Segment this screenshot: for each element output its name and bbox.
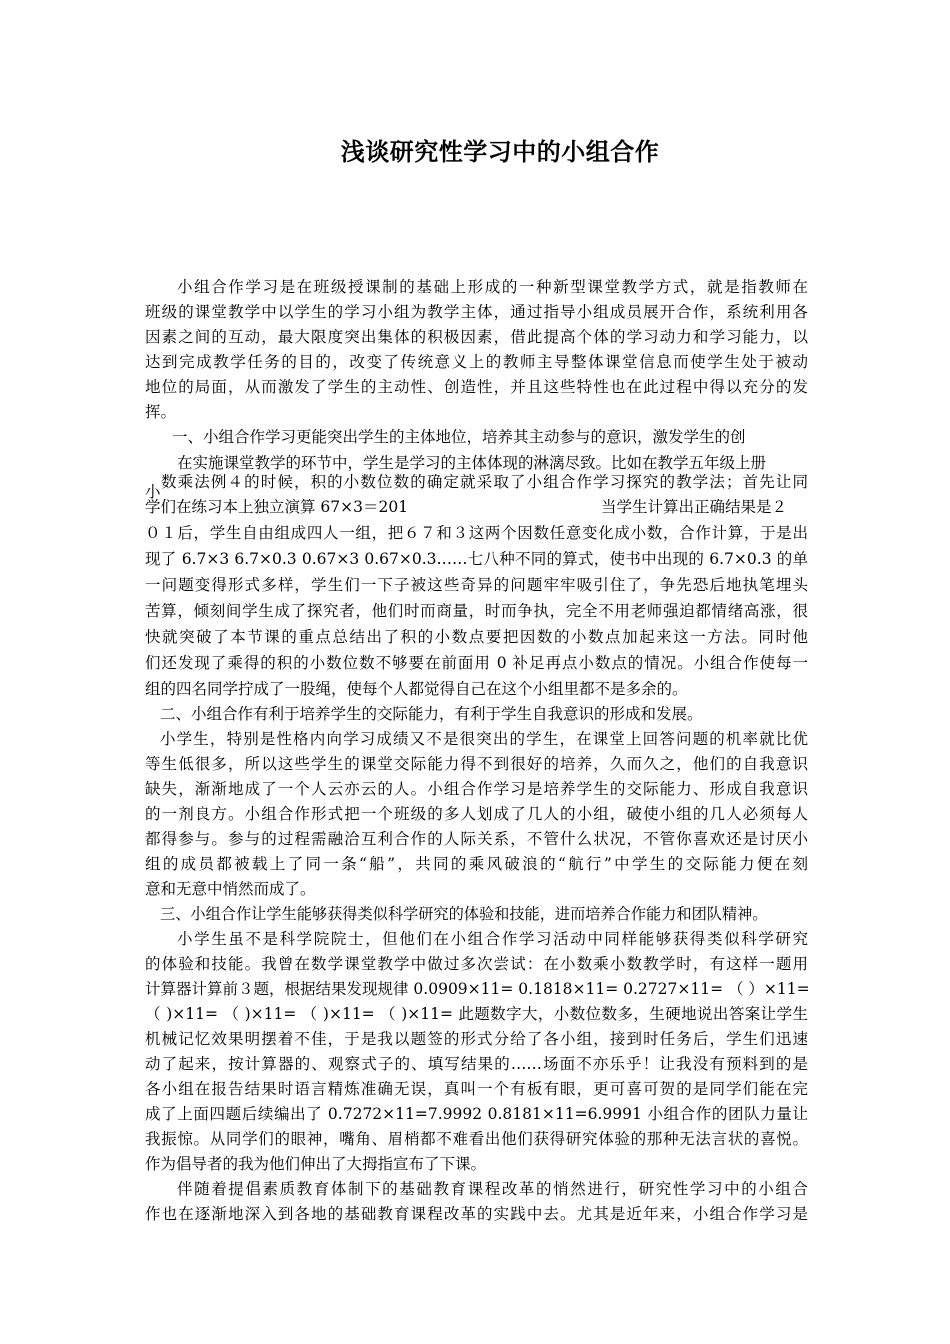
body-line: 都得参与。参与的过程需融洽互利合作的人际关系，不管什么状况，不管你喜欢还是讨厌小	[145, 830, 808, 848]
section-heading: 三、小组合作让学生能够获得类似科学研究的体验和技能，进而培养合作能力和团队精神。	[160, 905, 768, 923]
body-line: 的一剂良方。小组合作形式把一个班级的多人划成了几人的小组，破使小组的几人必须每人	[145, 805, 808, 823]
body-line: 达到完成教学任务的目的，改变了传统意义上的教师主导整体课堂信息而使学生处于被动	[145, 353, 808, 371]
section-heading: 二、小组合作有利于培养学生的交际能力，有利于学生自我意识的形成和发展。	[160, 705, 703, 723]
body-line: 因素之间的互动，最大限度突出集体的积极因素，借此提高个体的学习动力和学习能力，以	[145, 328, 808, 346]
body-line: 组的四名同学拧成了一股绳，使每个人都觉得自己在这个小组里都不是多余的。	[145, 680, 688, 698]
body-line: 小学生虽不是科学院院士，但他们在小组合作学习活动中同样能够获得类似科学研究	[177, 930, 808, 948]
body-line: 作也在逐渐地深入到各地的基础教育课程改革的实践中去。尤其是近年来，小组合作学习是	[145, 1205, 808, 1223]
body-line: 的体验和技能。我曾在数学课堂教学中做过多次尝试：在小数乘小数教学时，有这样一题用	[145, 955, 808, 973]
body-line: 挥。	[145, 403, 177, 421]
body-line: 计算器计算前３题，根据结果发现规律 0.0909×11= 0.1818×11= 0.2727×11= （ ）×11=	[145, 980, 810, 998]
document-title: 浅谈研究性学习中的小组合作	[340, 137, 660, 166]
body-line: 动了起来，按计算器的、观察式子的、填写结果的……场面不亦乐乎！让我没有预料到的是	[145, 1055, 808, 1073]
body-line: （ )×11= （ )×11= （ )×11= （ )×11= 此题数字大，小数位数多，生硬地说出答案让学生	[145, 1005, 808, 1023]
body-line: 数乘法例４的时候，积的小数位数的确定就采取了小组合作学习探究的教学法；首先让同	[161, 473, 808, 491]
body-line: 小	[145, 483, 161, 501]
body-line: 苦算，倾刻间学生成了探究者，他们时而商量，时而争执，完全不用老师强迫都情绪高涨，很	[145, 602, 808, 620]
body-line: 意和无意中悄然而成了。	[145, 880, 316, 898]
body-line: 现了 6.7×3 6.7×0.3 0.67×3 0.67×0.3……七八种不同的算式，使书中出现的 6.7×0.3 的单	[145, 550, 808, 568]
body-line: 当学生计算出正确结果是２	[601, 498, 788, 516]
body-line: 班级的课堂教学中以学生的学习小组为教学主体，通过指导小组成员展开合作，系统利用各	[145, 303, 808, 321]
body-line: ０１后，学生自由组成四人一组，把６７和３这两个因数任意变化成小数，合作计算，于是出	[145, 524, 808, 542]
body-line: 成了上面四题后续编出了 0.7272×11=7.9992 0.8181×11=6.9991 小组合作的团队力量让	[145, 1105, 808, 1123]
body-line: 在实施课堂教学的环节中，学生是学习的主体体现的淋漓尽致。比如在教学五年级上册	[177, 454, 767, 472]
body-line: 缺失，渐渐地成了一个人云亦云的人。小组合作学习是培养学生的交际能力、形成自我意识	[145, 780, 808, 798]
body-line: 快就突破了本节课的重点总结出了积的小数点要把因数的小数点加起来这一方法。同时他	[145, 628, 808, 646]
body-line: 各小组在报告结果时语言精炼准确无误，真叫一个有板有眼，更可喜可贺的是同学们能在完	[145, 1080, 808, 1098]
body-line: 地位的局面，从而激发了学生的主动性、创造性，并且这些特性也在此过程中得以充分的发	[145, 378, 808, 396]
body-line: 作为倡导者的我为他们伸出了大拇指宣布了下课。	[145, 1155, 487, 1173]
body-line: 们还发现了乘得的积的小数位数不够要在前面用 0 补足再点小数点的情况。小组合作使每一	[145, 654, 808, 672]
body-line: 等生低很多，所以这些学生的课堂交际能力得不到很好的培养，久而久之，他们的自我意识	[145, 755, 808, 773]
body-line: 学们在练习本上独立演算 67×3＝201	[145, 498, 409, 516]
body-line: 小学生，特别是性格内向学习成绩又不是很突出的学生，在课堂上回答问题的机率就比优	[160, 730, 808, 748]
section-heading: 一、小组合作学习更能突出学生的主体地位，培养其主动参与的意识，激发学生的创	[172, 428, 746, 446]
body-line: 机械记忆效果明摆着不佳，于是我以题签的形式分给了各小组，接到时任务后，学生们迅速	[145, 1030, 808, 1048]
body-line: 组的成员都被载上了同一条“船”，共同的乘风破浪的“航行”中学生的交际能力便在刻	[145, 855, 808, 873]
body-line: 一问题变得形式多样，学生们一下子被这些奇异的问题牢牢吸引住了，争先恐后地执笔埋头	[145, 576, 808, 594]
body-line: 小组合作学习是在班级授课制的基础上形成的一种新型课堂教学方式，就是指教师在	[177, 278, 808, 296]
body-line: 我振惊。从同学们的眼神，嘴角、眉梢都不难看出他们获得研究体验的那种无法言状的喜悦。	[145, 1130, 808, 1148]
body-line: 伴随着提倡素质教育体制下的基础教育课程改革的悄然进行，研究性学习中的小组合	[177, 1180, 808, 1198]
